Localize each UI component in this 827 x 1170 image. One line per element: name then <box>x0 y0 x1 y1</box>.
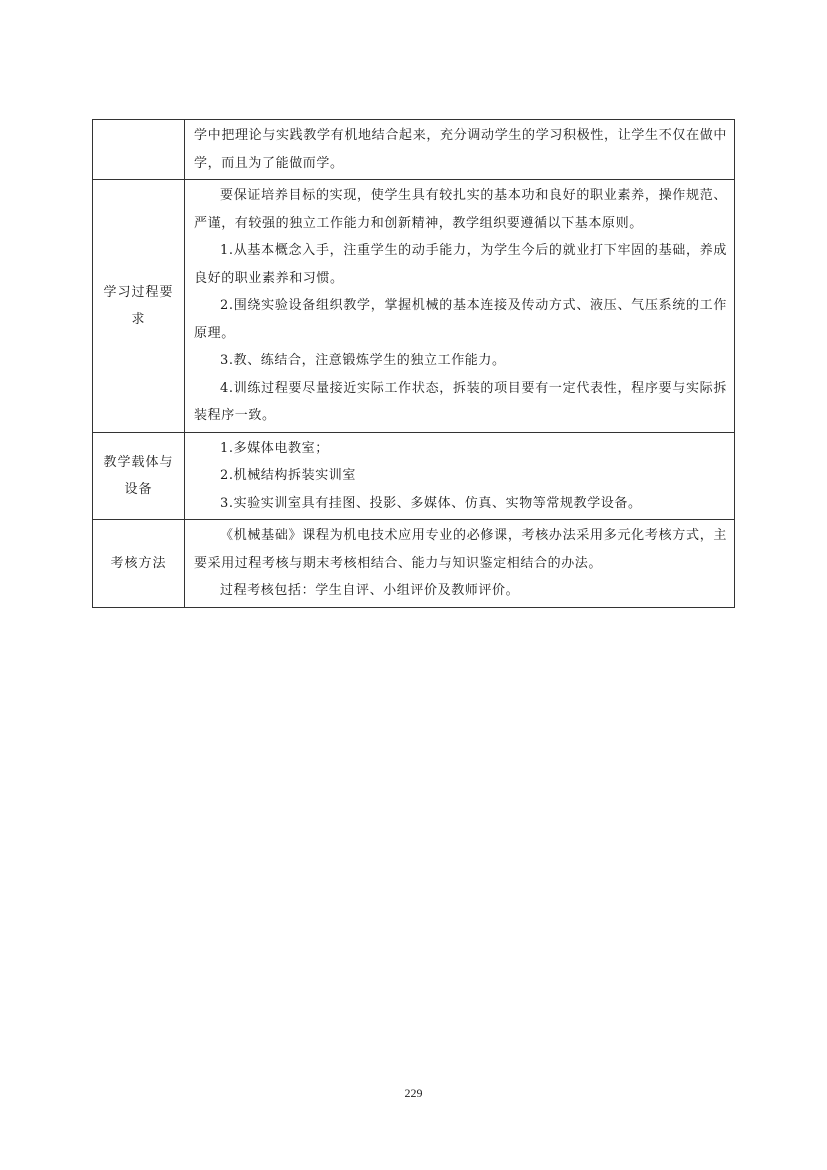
equipment-item-1: 1.多媒体电教室； <box>220 440 329 456</box>
row-content-teaching-equipment <box>185 432 735 520</box>
table-row-learning-process <box>93 180 735 433</box>
learning-process-item-3: 3.教、练结合，注意锻炼学生的独立工作能力。 <box>220 353 506 368</box>
assessment-paragraph-1: 《机械基础》课程为机电技术应用专业的必修课，考核办法采用多元化考核方式，主要采用过程考核与期末考核相结合、能力与知识鉴定相结合的办法。 <box>194 528 727 571</box>
equipment-item-3: 3.实验实训室具有挂图、投影、多媒体、仿真、实物等常规教学设备。 <box>220 495 642 511</box>
continuation-paragraph: 学中把理论与实践教学有机地结合起来，充分调动学生的学习积极性，让学生不仅在做中学，而且为了能做而学。 <box>194 128 727 171</box>
learning-process-item-2: 2.围绕实验设备组织教学，掌握机械的基本连接及传动方式、液压、气压系统的工作原理。 <box>194 298 727 341</box>
page-number: 229 <box>404 1086 423 1100</box>
assessment-paragraph-2: 过程考核包括：学生自评、小组评价及教师评价。 <box>220 583 520 598</box>
equipment-item-2: 2.机械结构拆装实训室 <box>220 468 357 483</box>
row-content-continuation <box>185 120 735 180</box>
table-row-continuation <box>93 120 735 180</box>
learning-process-item-4: 4.训练过程要尽量接近实际工作状态，拆装的项目要有一定代表性，程序要与实际拆装程序一致。 <box>194 380 727 423</box>
row-content-assessment <box>185 520 735 608</box>
row-label-empty <box>93 120 185 180</box>
table-row-teaching-equipment <box>93 432 735 520</box>
row-content-learning-process <box>185 180 735 433</box>
table-row-assessment <box>93 520 735 608</box>
row-label-assessment: 考核方法 <box>93 520 185 608</box>
learning-process-item-1: 1.从基本概念入手，注重学生的动手能力，为学生今后的就业打下牢固的基础，养成良好的职业素养和习惯。 <box>194 243 727 286</box>
learning-process-intro: 要保证培养目标的实现，使学生具有较扎实的基本功和良好的职业素养，操作规范、严谨，有较强的独立工作能力和创新精神，教学组织要遵循以下基本原则。 <box>194 188 727 231</box>
course-table <box>92 119 735 608</box>
row-label-teaching-equipment: 教学载体与设备 <box>93 432 185 520</box>
row-label-learning-process: 学习过程要求 <box>93 180 185 433</box>
